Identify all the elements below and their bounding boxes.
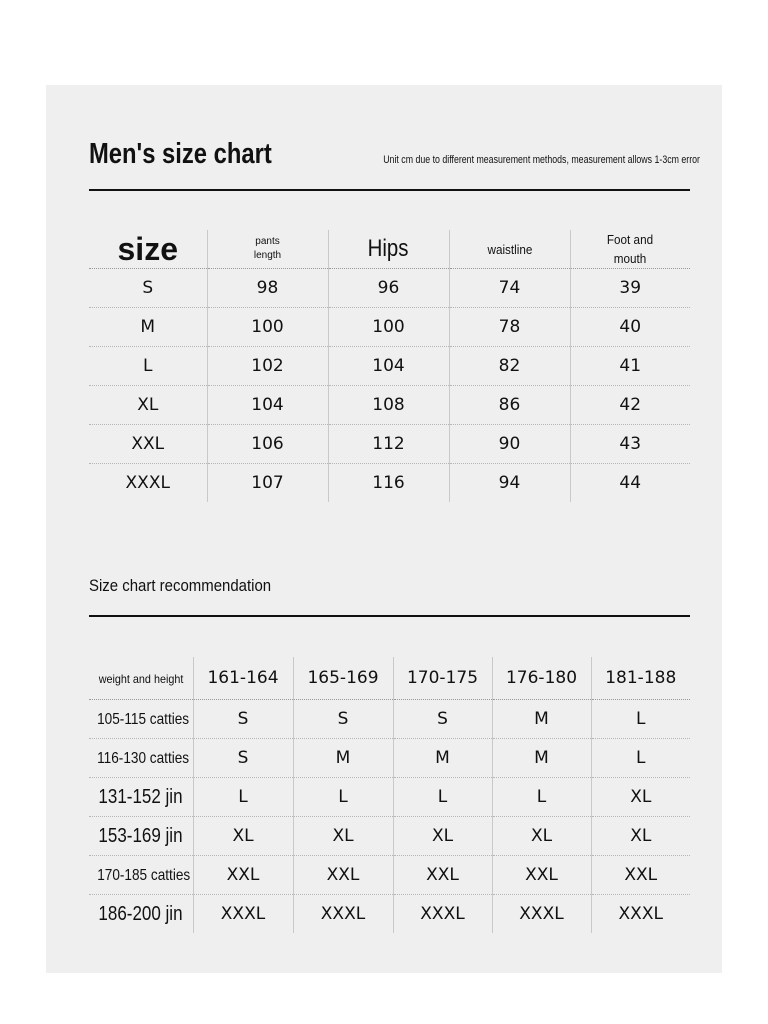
table-cell: XXL (492, 856, 591, 895)
table-cell: 44 (570, 464, 690, 503)
table-cell: XXXL (125, 473, 170, 493)
page-title: Men's size chart (89, 138, 272, 170)
table-cell: 82 (449, 347, 570, 386)
table-row (89, 739, 690, 778)
table-cell: M (393, 739, 492, 778)
table-row (89, 308, 690, 347)
size-recommendation-table (89, 657, 690, 933)
table-cell: XXXL (492, 895, 591, 934)
recommendation-title: Size chart recommendation (89, 576, 272, 595)
table-cell: XL (591, 817, 690, 856)
table-cell: XXXL (293, 895, 393, 934)
table-cell: 96 (328, 269, 449, 308)
table-cell: S (293, 700, 393, 739)
table-cell: 112 (328, 425, 449, 464)
column-header-height: 165-169 (293, 657, 393, 700)
unit-note: Unit cm due to different measurement methods, measurement allows 1-3cm error (383, 154, 700, 166)
table-cell: 94 (449, 464, 570, 503)
table-cell: 100 (328, 308, 449, 347)
table-cell: XL (293, 817, 393, 856)
table-cell: XXL (293, 856, 393, 895)
table-row (89, 347, 690, 386)
table-cell: XL (193, 817, 293, 856)
table-cell: S (89, 269, 207, 308)
table-cell: 106 (207, 425, 328, 464)
table-cell: S (193, 700, 293, 739)
row-label-weight: 116-130 catties (89, 739, 193, 778)
table-cell: XL (591, 778, 690, 817)
column-header-waistline: waistline (449, 230, 570, 269)
table-cell: 86 (449, 386, 570, 425)
table-row (89, 700, 690, 739)
table-cell: 100 (207, 308, 328, 347)
table-cell: L (591, 739, 690, 778)
table-cell: XXXL (193, 895, 293, 934)
row-label-weight: 170-185 catties (89, 856, 193, 895)
table-cell: L (293, 778, 393, 817)
column-header-height: 176-180 (492, 657, 591, 700)
table-cell: 107 (207, 464, 328, 503)
row-label-weight: 131-152 jin (89, 778, 193, 817)
column-header-height: 181-188 (591, 657, 690, 700)
table-cell: XL (492, 817, 591, 856)
table-cell: 90 (449, 425, 570, 464)
column-header-size: size (89, 230, 207, 269)
title-divider (89, 189, 690, 191)
table-cell: S (193, 739, 293, 778)
table-cell: M (89, 308, 207, 347)
table-cell: 43 (570, 425, 690, 464)
table-row (89, 778, 690, 817)
recommendation-divider (89, 615, 690, 617)
table-row (89, 856, 690, 895)
table-row (89, 425, 690, 464)
table-cell: 74 (449, 269, 570, 308)
table-cell: XXL (393, 856, 492, 895)
table-row (89, 817, 690, 856)
table-cell: 104 (207, 386, 328, 425)
row-label-weight: 186-200 jin (98, 902, 183, 925)
table-row (89, 386, 690, 425)
column-header-height: 170-175 (393, 657, 492, 700)
table-cell: XXL (591, 856, 690, 895)
table-cell: M (492, 739, 591, 778)
table-cell: L (393, 778, 492, 817)
table-cell: XXL (89, 425, 207, 464)
column-header-pants-length: pants length (207, 230, 328, 269)
table-cell: M (293, 739, 393, 778)
table-row (89, 464, 690, 503)
table-cell: XL (393, 817, 492, 856)
table-cell: 42 (570, 386, 690, 425)
table-row (89, 269, 690, 308)
table-cell: L (89, 347, 207, 386)
column-header-weight-and-height: weight and height (89, 657, 193, 700)
table-cell: M (492, 700, 591, 739)
table-cell: XXXL (393, 895, 492, 934)
column-header-height: 161-164 (193, 657, 293, 700)
table-cell: L (492, 778, 591, 817)
table-header-row (89, 230, 690, 269)
size-measurement-table (89, 230, 690, 502)
row-label-weight: 153-169 jin (89, 817, 193, 856)
table-cell: 41 (570, 347, 690, 386)
table-header-row (89, 657, 690, 700)
table-cell: XXXL (591, 895, 690, 934)
column-header-foot-and-mouth: Foot and mouth (570, 230, 690, 269)
table-cell: 104 (328, 347, 449, 386)
table-cell: 78 (449, 308, 570, 347)
table-cell: L (193, 778, 293, 817)
table-cell: 102 (207, 347, 328, 386)
table-cell: 39 (570, 269, 690, 308)
row-label-weight: 105-115 catties (89, 700, 193, 739)
column-header-hips: Hips (328, 230, 449, 269)
table-cell: XXL (193, 856, 293, 895)
table-cell: 40 (570, 308, 690, 347)
table-cell: S (393, 700, 492, 739)
table-cell: 116 (328, 464, 449, 503)
table-cell: XL (89, 386, 207, 425)
table-cell: 108 (328, 386, 449, 425)
table-row (89, 895, 690, 934)
table-cell: L (591, 700, 690, 739)
table-cell: 98 (207, 269, 328, 308)
